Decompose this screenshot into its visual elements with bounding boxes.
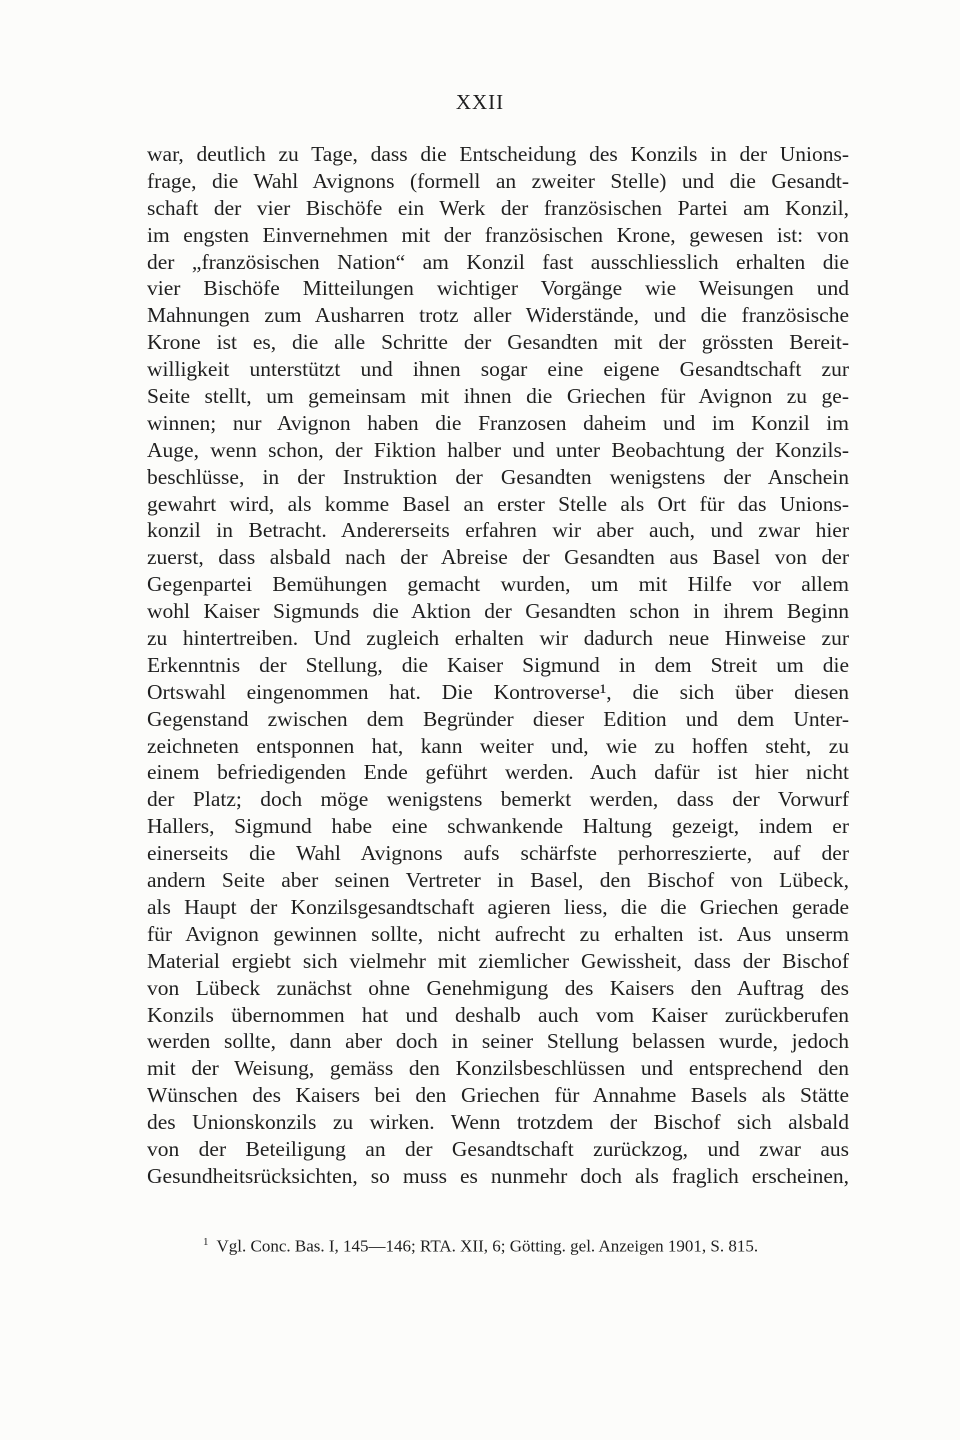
- text-line: vier Bischöfe Mitteilungen wichtiger Vorgänge wie Weisungen und: [147, 276, 849, 301]
- text-line: der Platz; doch möge wenigstens bemerkt werden, dass der Vorwurf: [147, 787, 849, 812]
- text-line: Konzils übernommen hat und deshalb auch vom Kaiser zurückberufen: [147, 1002, 849, 1027]
- text-line: der „französischen Nation“ am Konzil fast ausschliesslich erhalten die: [147, 249, 849, 274]
- text-line: Hallers, Sigmund habe eine schwankende Haltung gezeigt, indem er: [147, 814, 849, 839]
- body-text: [147, 141, 849, 1190]
- text-line: werden sollte, dann aber doch in seiner Stellung belassen wurde, jedoch: [147, 1029, 849, 1054]
- text-line: Material ergiebt sich vielmehr mit ziemlicher Gewissheit, dass der Bischof: [147, 948, 849, 973]
- text-line: Mahnungen zum Ausharren trotz aller Widerstände, und die französische: [147, 303, 849, 328]
- text-line: des Unionskonzils zu wirken. Wenn trotzdem der Bischof sich alsbald: [147, 1110, 849, 1135]
- text-line: Ortswahl eingenommen hat. Die Kontroverse¹, die sich über diesen: [147, 679, 849, 704]
- text-line: Wünschen des Kaisers bei den Griechen für Annahme Basels als Stätte: [147, 1083, 849, 1108]
- text-line: beschlüsse, in der Instruktion der Gesandten wenigstens der Anschein: [147, 464, 849, 489]
- text-line: andern Seite aber seinen Vertreter in Basel, den Bischof von Lübeck,: [147, 868, 849, 893]
- text-line: im engsten Einvernehmen mit der französischen Krone, gewesen ist: von: [147, 222, 849, 247]
- text-line: zuerst, dass alsbald nach der Abreise der Gesandten aus Basel von der: [147, 545, 849, 570]
- text-line: war, deutlich zu Tage, dass die Entscheidung des Konzils in der Unions-: [147, 142, 849, 166]
- text-line: als Haupt der Konzilsgesandtschaft agieren liess, die die Griechen gerade: [147, 894, 849, 919]
- text-line: einem befriedigenden Ende geführt werden. Auch dafür ist hier nicht: [147, 760, 849, 785]
- text-line: Erkenntnis der Stellung, die Kaiser Sigmund in dem Streit um die: [147, 652, 849, 677]
- text-line: winnen; nur Avignon haben die Franzosen daheim und im Konzil im: [147, 410, 849, 435]
- page-number: XXII: [455, 90, 505, 114]
- text-line: einerseits die Wahl Avignons aufs schärfste perhorreszierte, auf der: [147, 841, 849, 866]
- text-line: konzil in Betracht. Andererseits erfahren wir aber auch, und zwar hier: [147, 518, 849, 543]
- text-line: Seite stellt, um gemeinsam mit ihnen die Griechen für Avignon zu ge-: [147, 384, 849, 409]
- footnote: [203, 1236, 853, 1257]
- text-line: Auge, wenn schon, der Fiktion halber und unter Beobachtung der Konzils-: [147, 437, 849, 462]
- text-line: schaft der vier Bischöfe ein Werk der französischen Partei am Konzil,: [147, 195, 849, 220]
- text-line: Krone ist es, die alle Schritte der Gesandten mit der grössten Bereit-: [147, 330, 849, 355]
- footnote-marker: 1: [203, 1236, 209, 1248]
- text-line: zeichneten entsponnen hat, kann weiter und, wie zu hoffen steht, zu: [147, 733, 849, 758]
- text-line: von Lübeck zunächst ohne Genehmigung des Kaisers den Auftrag des: [147, 975, 849, 1000]
- text-line: mit der Weisung, gemäss den Konzilsbeschlüssen und entsprechend den: [147, 1056, 849, 1081]
- text-line: willigkeit unterstützt und ihnen sogar eine eigene Gesandtschaft zur: [147, 357, 849, 382]
- text-line: für Avignon gewinnen sollte, nicht aufrecht zu erhalten ist. Aus unserm: [147, 921, 849, 946]
- text-line: Gegenstand zwischen dem Begründer dieser Edition und dem Unter-: [147, 706, 849, 731]
- text-line: Gesundheitsrücksichten, so muss es nunmehr doch als fraglich erscheinen,: [147, 1163, 849, 1188]
- text-line: gewahrt wird, als komme Basel an erster Stelle als Ort für das Unions-: [147, 491, 849, 516]
- text-line: zu hintertreiben. Und zugleich erhalten wir dadurch neue Hinweise zur: [147, 626, 849, 651]
- footnote-text: Vgl. Conc. Bas. I, 145—146; RTA. XII, 6; Götting. gel. Anzeigen 1901, S. 815.: [216, 1236, 759, 1256]
- text-line: von der Beteiligung an der Gesandtschaft zurückzog, und zwar aus: [147, 1136, 849, 1161]
- text-line: wohl Kaiser Sigmunds die Aktion der Gesandten schon in ihrem Beginn: [147, 599, 849, 624]
- text-line: frage, die Wahl Avignons (formell an zweiter Stelle) und die Gesandt-: [147, 168, 849, 193]
- text-line: Gegenpartei Bemühungen gemacht wurden, um mit Hilfe vor allem: [147, 572, 849, 597]
